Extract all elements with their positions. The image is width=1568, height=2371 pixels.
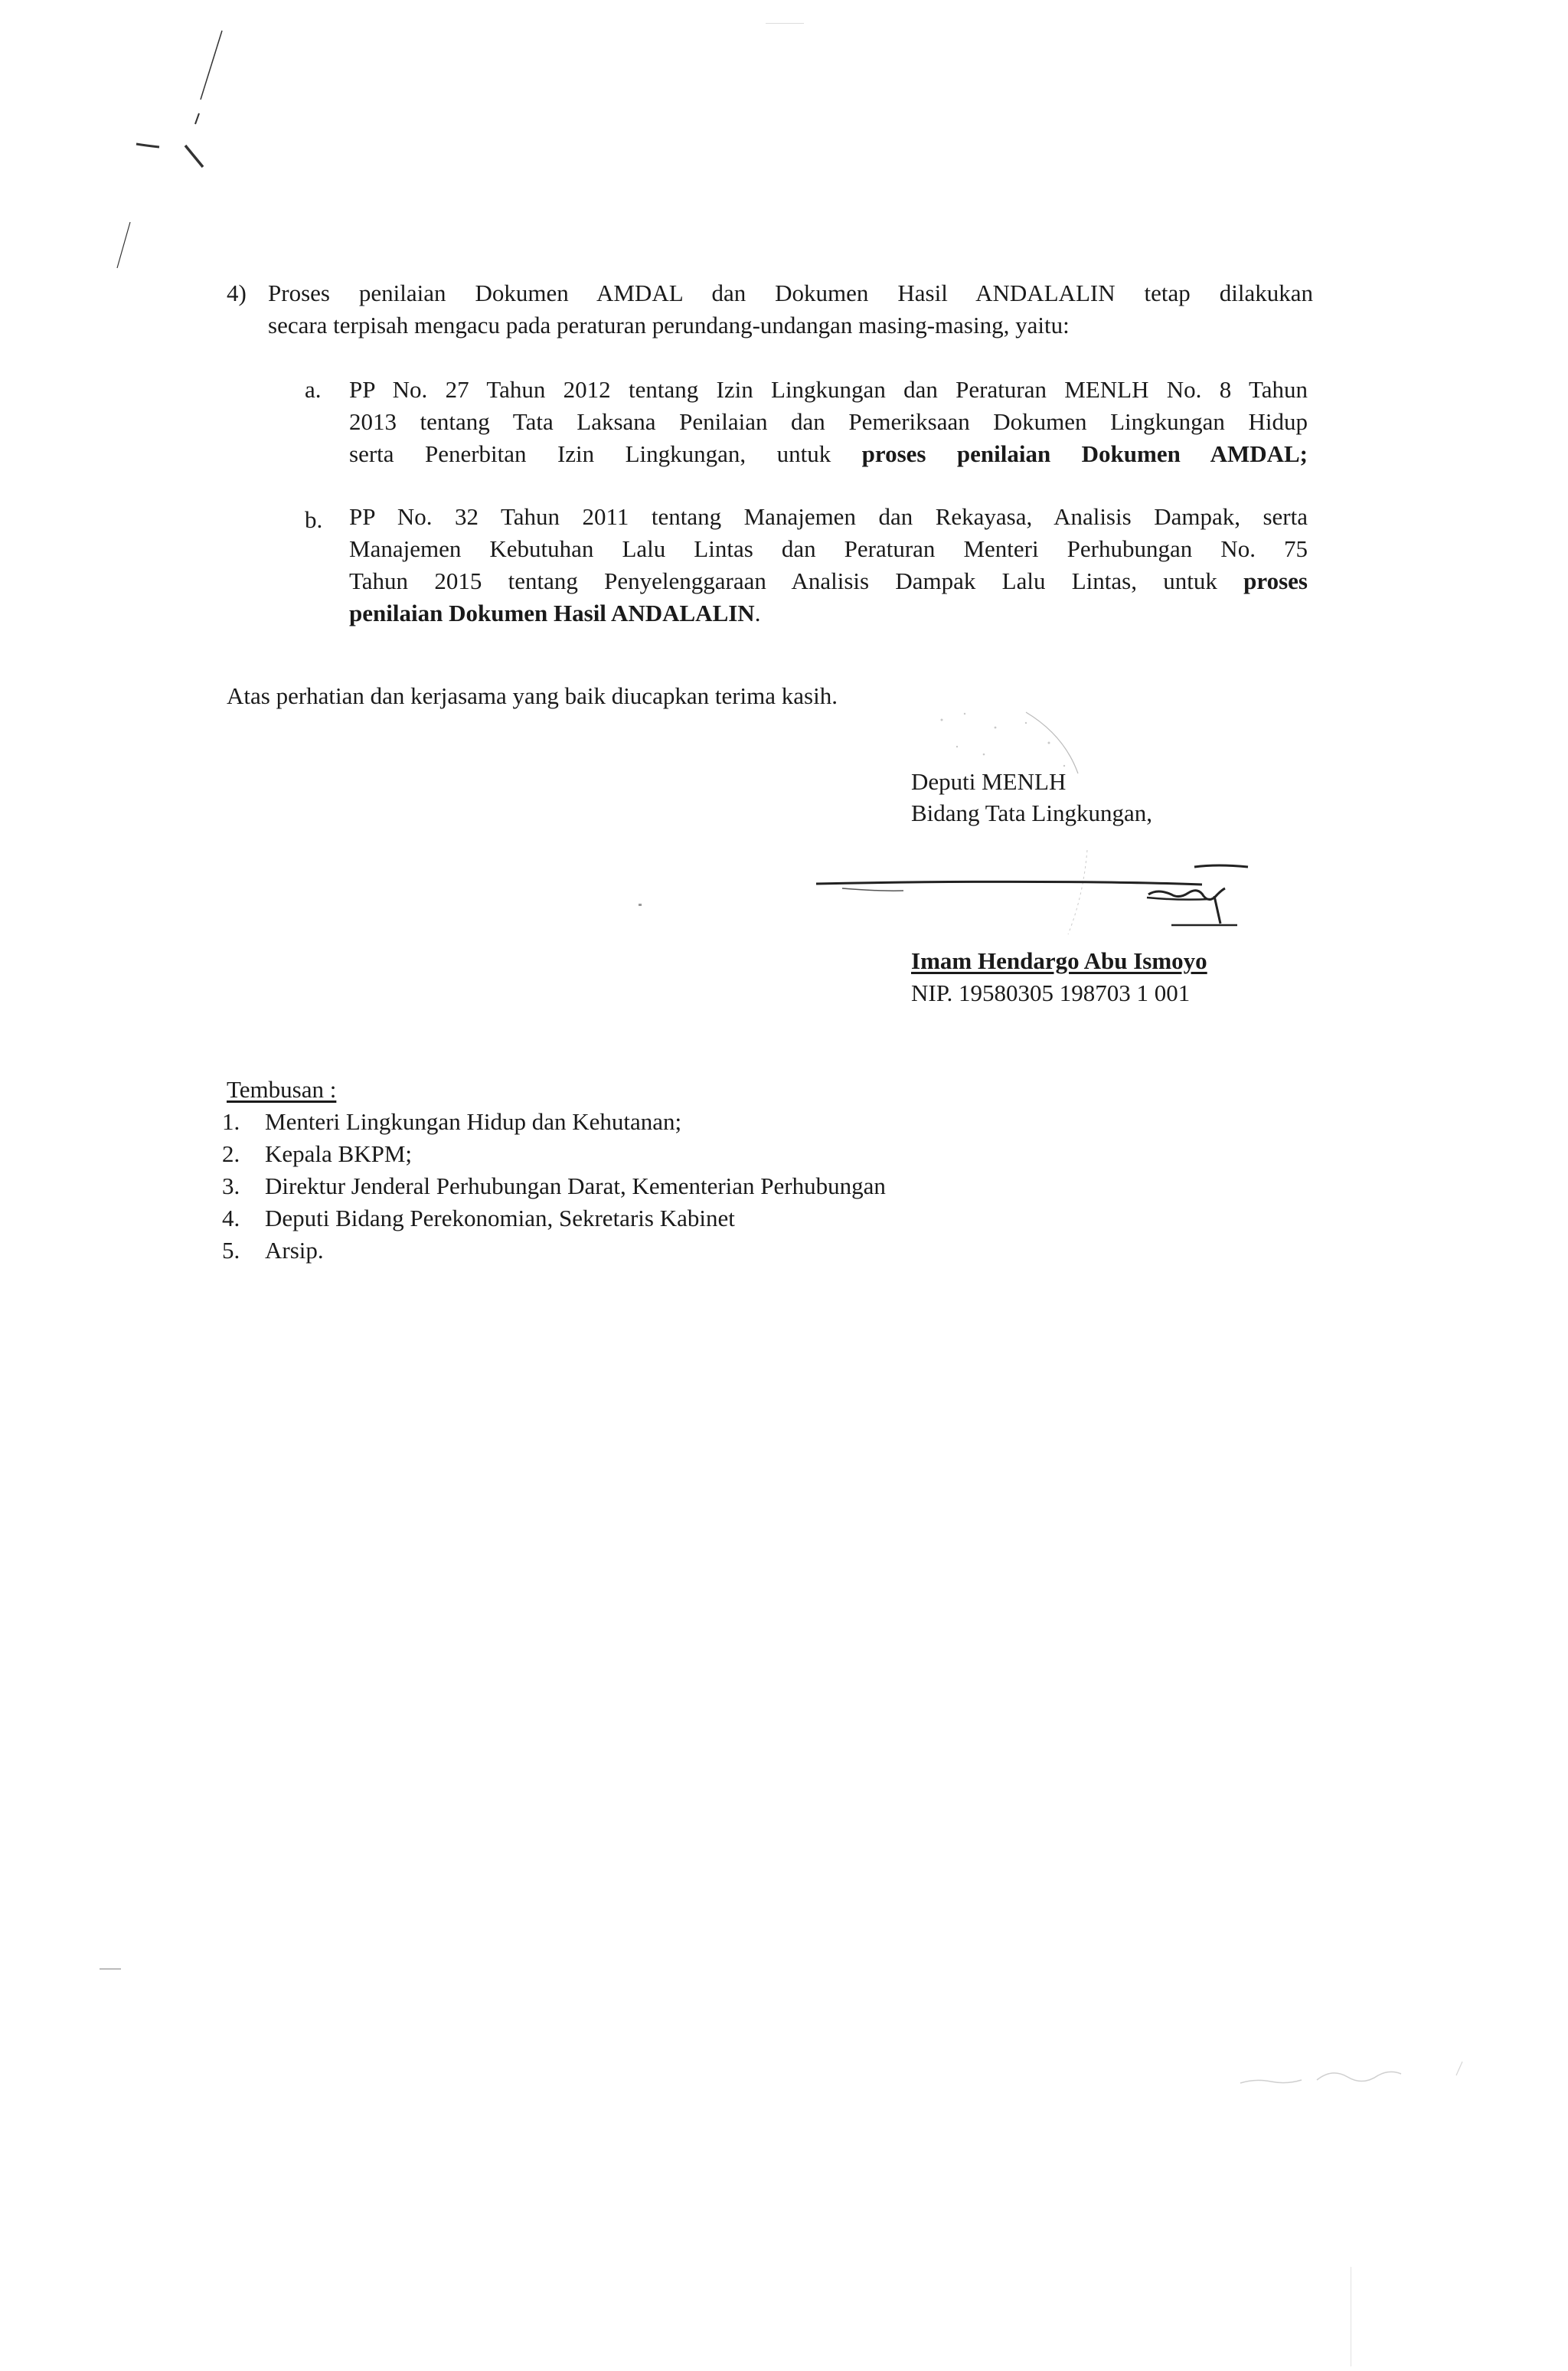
tembusan-item-text: Kepala BKPM; xyxy=(265,1140,413,1167)
item-b-line-3-normal: Tahun 2015 tentang Penyelenggaraan Analisis Dampak Lalu Lintas, untuk xyxy=(349,567,1244,594)
item-a-line-3-normal: serta Penerbitan Izin Lingkungan, untuk xyxy=(349,440,862,467)
signatory-title-line-2: Bidang Tata Lingkungan, xyxy=(911,800,1152,826)
tembusan-item-text: Deputi Bidang Perekonomian, Sekretaris Kabinet xyxy=(265,1205,735,1231)
item-a-line-3-bold: proses penilaian Dokumen AMDAL; xyxy=(861,440,1308,467)
item-a-text xyxy=(349,375,1308,469)
item-b-line-4 xyxy=(349,599,1308,628)
closing-sentence: Atas perhatian dan kerjasama yang baik diucapkan terima kasih. xyxy=(227,682,838,709)
item-a-line-2: 2013 tentang Tata Laksana Penilaian dan Pemeriksaan Dokumen Lingkungan Hidup xyxy=(349,408,1308,435)
scan-speck xyxy=(766,23,804,24)
tembusan-list xyxy=(222,1107,886,1268)
item-b-line-3 xyxy=(349,567,1308,596)
handwritten-signature xyxy=(812,850,1271,934)
scan-speck xyxy=(639,904,642,906)
tembusan-item-number: 4. xyxy=(222,1205,240,1231)
tembusan-item-number: 2. xyxy=(222,1140,240,1167)
tembusan-item-number: 5. xyxy=(222,1237,240,1264)
point-4-line-1: Proses penilaian Dokumen AMDAL dan Dokumen Hasil ANDALALIN tetap dilakukan xyxy=(268,280,1313,306)
tembusan-item xyxy=(222,1172,886,1204)
tembusan-item-text: Arsip. xyxy=(265,1237,324,1264)
item-b-text xyxy=(349,502,1308,628)
scan-marks xyxy=(115,23,245,276)
tembusan-item-text: Menteri Lingkungan Hidup dan Kehutanan; xyxy=(265,1108,682,1135)
tembusan-item xyxy=(222,1140,886,1172)
signatory-name: Imam Hendargo Abu Ismoyo xyxy=(911,947,1207,974)
scan-speck xyxy=(100,1968,121,1970)
point-4-text xyxy=(268,279,1313,308)
tembusan-item xyxy=(222,1204,886,1236)
point-4-number: 4) xyxy=(227,280,247,306)
faint-handwriting-marks xyxy=(1233,2052,1485,2098)
tembusan-item xyxy=(222,1107,886,1140)
item-b-line-3-bold: proses xyxy=(1243,567,1308,594)
tembusan-item-text: Direktur Jenderal Perhubungan Darat, Kementerian Perhubungan xyxy=(265,1172,886,1199)
signatory-title-line-1: Deputi MENLH xyxy=(911,768,1067,795)
item-b-line-1: PP No. 32 Tahun 2011 tentang Manajemen dan Rekayasa, Analisis Dampak, serta xyxy=(349,503,1308,530)
tembusan-item-number: 1. xyxy=(222,1108,240,1135)
tembusan-heading: Tembusan : xyxy=(227,1076,337,1103)
tembusan-item-number: 3. xyxy=(222,1172,240,1199)
item-b-marker: b. xyxy=(305,506,323,533)
item-a-marker: a. xyxy=(305,376,322,403)
item-b-line-4-bold: penilaian Dokumen Hasil ANDALALIN xyxy=(349,600,755,626)
signatory-nip: NIP. 19580305 198703 1 001 xyxy=(911,979,1191,1006)
item-b-line-4-end: . xyxy=(754,600,761,626)
point-4-line-2: secara terpisah mengacu pada peraturan perundang-undangan masing-masing, yaitu: xyxy=(268,312,1070,338)
tembusan-item xyxy=(222,1236,886,1268)
item-a-line-3 xyxy=(349,440,1308,469)
item-a-line-1: PP No. 27 Tahun 2012 tentang Izin Lingkungan dan Peraturan MENLH No. 8 Tahun xyxy=(349,376,1308,403)
item-b-line-2: Manajemen Kebutuhan Lalu Lintas dan Peraturan Menteri Perhubungan No. 75 xyxy=(349,535,1308,562)
